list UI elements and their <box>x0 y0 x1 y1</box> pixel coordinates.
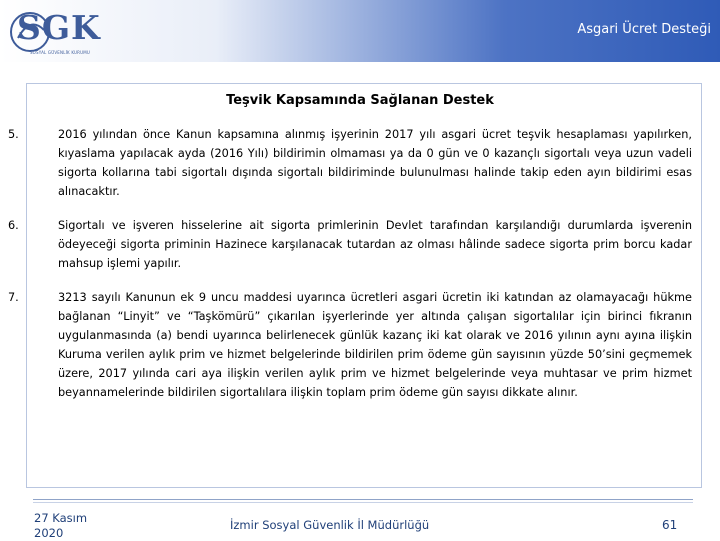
list-item <box>8 125 692 201</box>
footer-organization: İzmir Sosyal Güvenlik İl Müdürlüğü <box>230 518 430 532</box>
footer-divider-secondary <box>33 502 693 503</box>
page-number: 61 <box>662 518 678 532</box>
footer-date <box>34 511 114 541</box>
item-list <box>8 125 692 417</box>
section-title: Teşvik Kapsamında Sağlanan Destek <box>226 93 494 108</box>
list-item <box>8 288 692 402</box>
logo-subtitle: SOSYAL GÜVENLİK KURUMU <box>29 50 91 55</box>
item-text: 2016 yılından önce Kanun kapsamına alınmış işyerinin 2017 yılı asgari ücret teşvik hesaplaması yapılırken, kıyaslama yapılacak ayda (2016 Yılı) bildirimin olmaması ya da 0 gün ve 0 kazançlı sigortalı veya uzun vadeli sigorta kollarına tabi sigortalı dışında sigortalı bildiriminde bulunulması halinde takip eden ayın bildirimi esas alınacaktır. <box>58 128 692 198</box>
header-bar <box>0 0 720 62</box>
item-text: 3213 sayılı Kanunun ek 9 uncu maddesi uyarınca ücretleri asgari ücretin iki katından az olamayacağı hükme bağlanan “Linyit” ve “Taşkömürü” çıkarılan işyerlerinde yer altında çalışan sigortalılar için birinci fıkranın uygulanmasında (a) bendi uyarınca belirlenecek günlük kazanç iki kat olarak ve 2016 yılının aynı ayına ilişkin Kuruma verilen aylık prim ve hizmet belgelerinde bildirilen prim ödeme gün sayısının yüzde 50’sini geçmemek üzere, 2017 yılında cari aya ilişkin verilen aylık prim ve hizmet belgelerinde veya muhtasar ve prim hizmet beyannamelerinde bildirilen sigortalılara ilişkin toplam prim ödeme gün sayısı dikkate alınır. <box>58 291 692 399</box>
item-number: 5. <box>8 128 19 141</box>
item-number: 7. <box>8 291 19 304</box>
footer-date-line1: 27 Kasım <box>34 511 88 525</box>
item-text: Sigortalı ve işveren hisselerine ait sigorta primlerinin Devlet tarafından karşılandığı durumlarda işverenin ödeyeceği sigorta priminin Hazinece karşılanacak tutardan az olması hâlinde sadece sigorta prim borcu kadar mahsup işlemi yapılır. <box>58 219 692 270</box>
header-title: Asgari Ücret Desteği <box>577 22 711 37</box>
logo-text: SGK <box>17 8 101 47</box>
footer-date-line2: 2020 <box>34 526 64 540</box>
footer-divider <box>33 499 693 500</box>
list-item <box>8 216 692 273</box>
item-number: 6. <box>8 219 19 232</box>
